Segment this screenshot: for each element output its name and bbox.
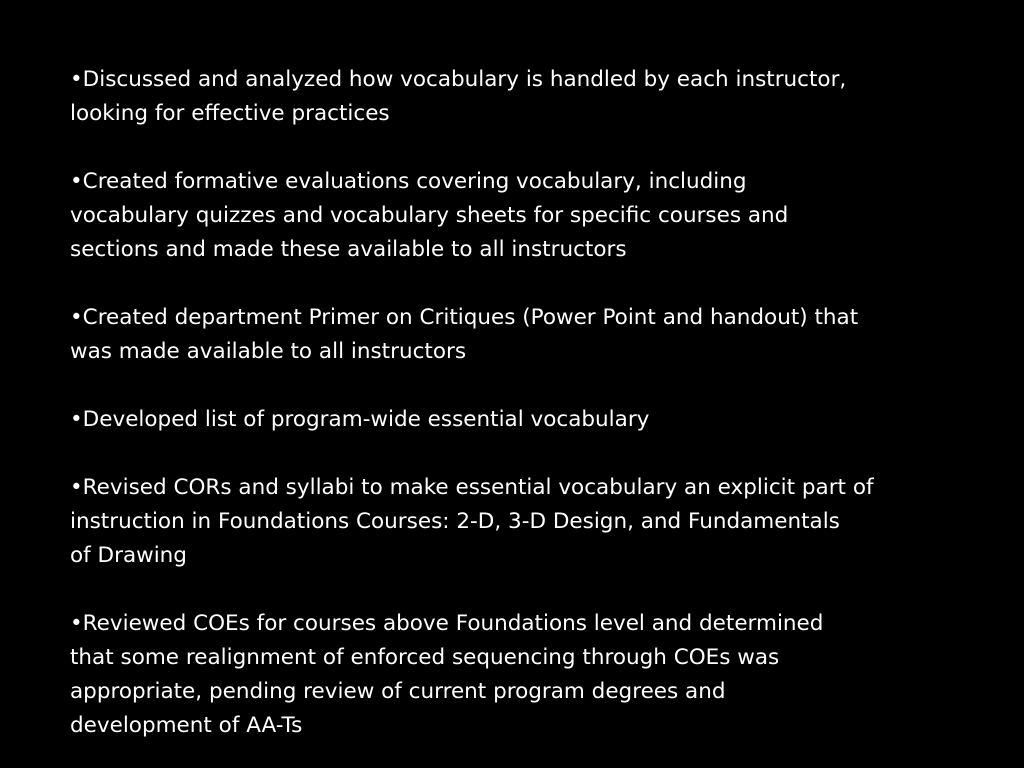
bullet-line: •Discussed and analyzed how vocabulary is handled by each instructor, [70, 67, 847, 92]
bullet-line: appropriate, pending review of current program degrees and [70, 679, 726, 704]
bullet-line: looking for effective practices [70, 101, 390, 126]
bullet-line: •Created formative evaluations covering vocabulary, including [70, 169, 747, 194]
bullet-item [70, 607, 940, 743]
bullet-line: •Developed list of program-wide essential vocabulary [70, 407, 650, 432]
bullet-line: instruction in Foundations Courses: 2-D, 3-D Design, and Fundamentals [70, 509, 840, 534]
bullet-line: vocabulary quizzes and vocabulary sheets for specific courses and [70, 203, 789, 228]
bullet-item [70, 63, 940, 131]
bullet-item [70, 301, 940, 369]
bullet-item [70, 165, 940, 267]
bullet-line: sections and made these available to all instructors [70, 237, 627, 262]
bullet-line: that some realignment of enforced sequencing through COEs was [70, 645, 780, 670]
bullet-item [70, 403, 940, 437]
bullet-line: development of AA-Ts [70, 713, 303, 738]
bullet-line: of Drawing [70, 543, 187, 568]
bullet-line: •Revised CORs and syllabi to make essential vocabulary an explicit part of [70, 475, 874, 500]
bullet-list [70, 63, 940, 743]
bullet-line: •Created department Primer on Critiques (Power Point and handout) that [70, 305, 859, 330]
bullet-line: •Reviewed COEs for courses above Foundations level and determined [70, 611, 824, 636]
bullet-item [70, 471, 940, 573]
bullet-line: was made available to all instructors [70, 339, 467, 364]
